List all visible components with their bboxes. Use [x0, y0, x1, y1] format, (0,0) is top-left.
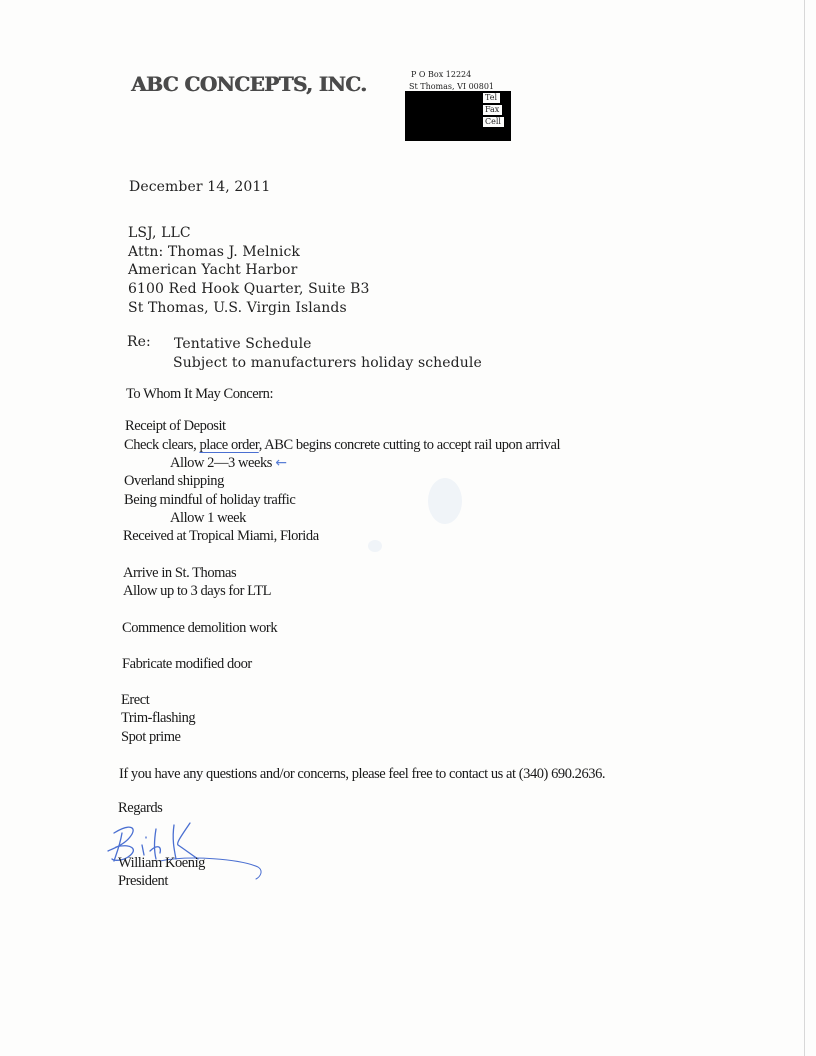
letter-date: December 14, 2011	[129, 179, 271, 195]
schedule-deposit: Receipt of Deposit	[125, 418, 226, 434]
signer-name: William Koenig	[118, 855, 205, 871]
company-name: ABC CONCEPTS, INC.	[131, 72, 367, 96]
schedule-check-line	[124, 437, 560, 454]
handwritten-arrow-icon: ←	[275, 455, 287, 471]
schedule-trim: Trim-flashing	[121, 710, 196, 726]
tel-label: Tel	[483, 93, 500, 103]
recipient-company: LSJ, LLC	[128, 225, 191, 241]
regards: Regards	[118, 800, 163, 816]
schedule-allow-week: Allow 1 week	[170, 510, 246, 526]
schedule-received: Received at Tropical Miami, Florida	[123, 528, 319, 544]
schedule-erect: Erect	[121, 692, 150, 708]
re-subject: Tentative Schedule	[174, 336, 312, 352]
signer-title: President	[118, 873, 168, 889]
scan-smudge	[428, 478, 462, 524]
re-subject-note: Subject to manufacturers holiday schedule	[173, 355, 482, 371]
scan-smudge	[368, 540, 382, 552]
schedule-ltl: Allow up to 3 days for LTL	[123, 583, 272, 599]
allow-weeks-text: Allow 2—3 weeks	[170, 455, 272, 471]
place-order-underlined: place order	[199, 437, 259, 453]
page-edge	[804, 0, 805, 1056]
recipient-place: American Yacht Harbor	[128, 262, 298, 278]
check-clears-text: Check clears,	[124, 437, 200, 453]
schedule-holiday: Being mindful of holiday traffic	[124, 492, 296, 508]
schedule-prime: Spot prime	[121, 729, 181, 745]
schedule-shipping: Overland shipping	[124, 473, 224, 489]
closing-note: If you have any questions and/or concerns, please feel free to contact us at (340) 690.2636.	[119, 766, 606, 782]
schedule-arrive: Arrive in St. Thomas	[123, 565, 237, 581]
fax-label: Fax	[483, 105, 502, 115]
re-label: Re:	[127, 334, 151, 350]
schedule-fabricate: Fabricate modified door	[122, 656, 252, 672]
concrete-cutting-text: , ABC begins concrete cutting to accept rail upon arrival	[258, 437, 561, 453]
recipient-city: St Thomas, U.S. Virgin Islands	[128, 300, 347, 316]
cell-label: Cell	[483, 117, 504, 127]
recipient-street: 6100 Red Hook Quarter, Suite B3	[128, 281, 370, 297]
schedule-demolition: Commence demolition work	[122, 620, 278, 636]
city-line: St Thomas, VI 00801	[409, 82, 495, 91]
recipient-attn: Attn: Thomas J. Melnick	[128, 244, 300, 260]
schedule-allow-weeks	[170, 455, 286, 472]
po-box: P O Box 12224	[411, 70, 472, 79]
salutation: To Whom It May Concern:	[126, 386, 274, 402]
